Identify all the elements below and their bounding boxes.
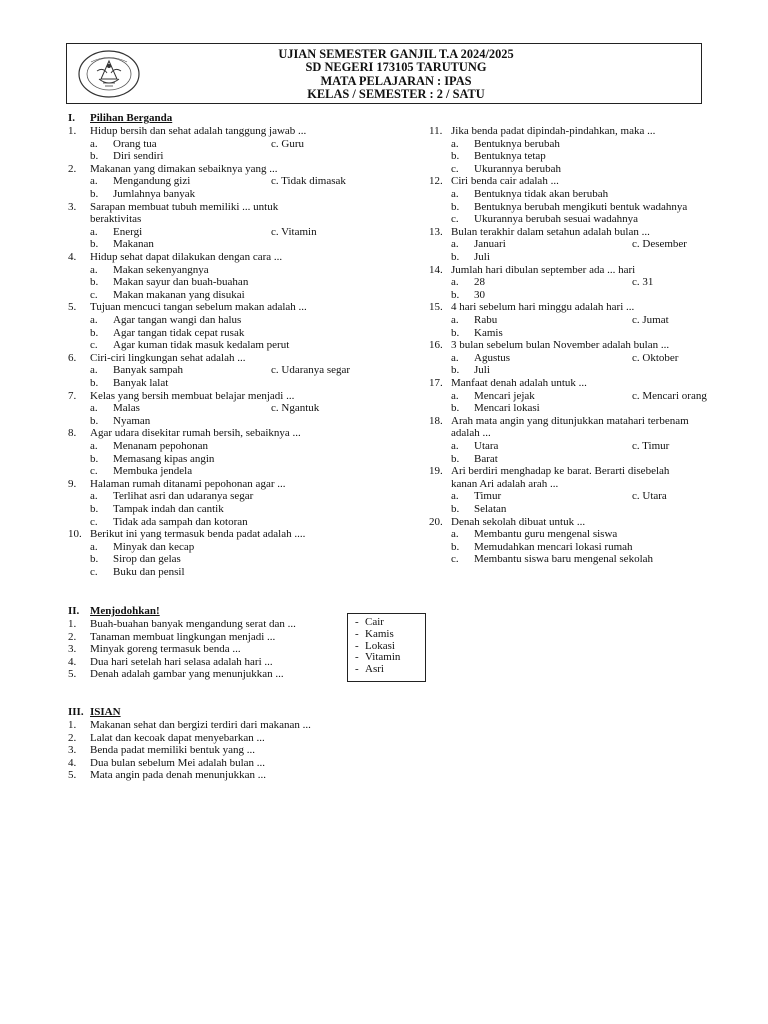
question-text: Ari berdiri menghadap ke barat. Berarti disebelah: [451, 465, 670, 478]
question-number: 12.: [429, 175, 443, 188]
option-text: Energi: [113, 225, 143, 238]
question-number: 7.: [68, 389, 77, 402]
isian-number: 2.: [68, 731, 77, 744]
question-text: 3 bulan sebelum bulan November adalah bulan ...: [451, 339, 670, 352]
option-text: Mencari jejak: [474, 389, 535, 402]
option-text: Menanam pepohonan: [113, 440, 208, 452]
option-text: Sirop dan gelas: [113, 553, 181, 566]
isian-text: Dua bulan sebelum Mei adalah bulan ...: [90, 756, 266, 769]
option-letter: a.: [90, 490, 98, 503]
question-number: 17.: [429, 377, 443, 389]
option-letter: b.: [90, 238, 99, 251]
option-text: 30: [474, 288, 485, 301]
option-text: c. Utara: [632, 490, 667, 503]
option-text: Jumlahnya banyak: [113, 188, 196, 200]
option-text: Membantu siswa baru mengenal sekolah: [474, 553, 654, 566]
option-letter: c.: [90, 515, 98, 528]
option-text: Malas: [113, 402, 140, 415]
option-text: Januari: [474, 238, 506, 251]
option-text: Membuka jendela: [113, 465, 193, 478]
option-text: Agustus: [474, 351, 511, 364]
question-number: 15.: [429, 301, 443, 314]
matching-text: Dua hari setelah hari selasa adalah hari ...: [90, 655, 273, 668]
isian-number: 1.: [68, 719, 77, 731]
option-text: Terlihat asri dan udaranya segar: [113, 490, 254, 503]
option-text: Agar tangan wangi dan halus: [113, 314, 242, 326]
question-text: 4 hari sebelum hari minggu adalah hari ...: [451, 301, 635, 314]
question-number: 10.: [68, 528, 82, 541]
question-text: Bulan terakhir dalam setahun adalah bulan ...: [451, 225, 650, 238]
option-letter: b.: [90, 150, 99, 163]
question-text: kanan Ari adalah arah ...: [451, 477, 559, 490]
option-text: Nyaman: [113, 414, 151, 427]
option-letter: b.: [90, 503, 99, 515]
option-text: Juli: [474, 364, 490, 377]
option-letter: a.: [451, 351, 459, 364]
option-letter: b.: [451, 288, 460, 301]
option-text: Timur: [474, 490, 502, 503]
matching-choice-box: [347, 613, 426, 682]
matching-text: Denah adalah gambar yang menunjukkan ...: [90, 668, 284, 681]
option-letter: c.: [451, 553, 459, 566]
option-letter: a.: [451, 440, 459, 452]
matching-number: 2.: [68, 630, 77, 643]
matching-choice: Vitamin: [365, 651, 401, 664]
question-text: Kelas yang bersih membuat belajar menjadi ...: [90, 389, 295, 402]
option-text: Makan makanan yang disukai: [113, 288, 245, 301]
question-text: Halaman rumah ditanami pepohonan agar ...: [90, 477, 286, 490]
question-number: 1.: [68, 125, 77, 137]
option-text: Bentuknya tetap: [474, 150, 546, 163]
option-text: Mencari lokasi: [474, 402, 540, 415]
option-letter: b.: [451, 251, 460, 263]
matching-number: 1.: [68, 618, 77, 630]
option-letter: a.: [90, 175, 98, 188]
isian-number: 5.: [68, 769, 77, 782]
option-letter: c.: [451, 213, 459, 226]
option-text: Utara: [474, 440, 499, 452]
question-number: 5.: [68, 301, 77, 314]
option-text: Agar tangan tidak cepat rusak: [113, 326, 245, 339]
question-number: 2.: [68, 162, 77, 175]
isian-text: Mata angin pada denah menunjukkan ...: [90, 769, 266, 782]
question-number: 8.: [68, 427, 77, 440]
question-text: Hidup bersih dan sehat adalah tanggung jawab ...: [90, 125, 307, 137]
option-letter: a.: [90, 225, 98, 238]
option-letter: c.: [90, 288, 98, 301]
option-letter: a.: [451, 238, 459, 251]
section-title: Pilihan Berganda: [90, 112, 173, 124]
question-text: Manfaat denah adalah untuk ...: [451, 377, 587, 389]
header-line1: UJIAN SEMESTER GANJIL T.A 2024/2025: [278, 47, 514, 61]
option-text: Orang tua: [113, 137, 157, 150]
option-text: Tidak ada sampah dan kotoran: [113, 515, 248, 528]
question-text: Ciri benda cair adalah ...: [451, 175, 559, 188]
option-letter: a.: [451, 490, 459, 503]
option-text: Makan sayur dan buah-buahan: [113, 276, 249, 289]
question-number: 6.: [68, 351, 77, 364]
section-number: II.: [68, 605, 80, 617]
question-text: Ciri-ciri lingkungan sehat adalah ...: [90, 351, 246, 364]
matching-text: Tanaman membuat lingkungan menjadi ...: [90, 630, 276, 643]
option-letter: a.: [451, 188, 459, 200]
option-text: c. Vitamin: [271, 225, 317, 238]
option-text: Rabu: [474, 314, 498, 326]
option-text: c. Ngantuk: [271, 402, 320, 415]
option-letter: c.: [451, 162, 459, 175]
option-letter: a.: [451, 137, 459, 150]
bullet-dash: -: [355, 663, 359, 676]
question-text: Denah sekolah dibuat untuk ...: [451, 515, 586, 528]
matching-choice: Kamis: [365, 627, 394, 640]
option-text: Juli: [474, 251, 490, 263]
option-text: c. Desember: [632, 238, 687, 251]
isian-number: 3.: [68, 744, 77, 757]
option-letter: b.: [451, 326, 460, 339]
option-text: c. Udaranya segar: [271, 364, 351, 377]
option-text: c. Mencari orang: [632, 389, 707, 402]
question-text: Berikut ini yang termasuk benda padat adalah ....: [90, 528, 306, 541]
option-letter: a.: [90, 263, 98, 276]
option-text: Barat: [474, 452, 498, 465]
option-letter: c.: [90, 465, 98, 478]
option-letter: a.: [90, 540, 98, 553]
option-text: Banyak sampah: [113, 364, 183, 377]
option-letter: b.: [451, 402, 460, 415]
question-number: 18.: [429, 414, 443, 427]
header-title: [67, 48, 701, 102]
option-text: Bentuknya berubah: [474, 137, 560, 150]
option-text: Selatan: [474, 503, 507, 515]
question-text: adalah ...: [451, 427, 491, 440]
option-letter: a.: [451, 528, 459, 541]
option-text: Ukurannya berubah: [474, 162, 562, 175]
option-letter: c.: [90, 339, 98, 352]
option-text: 28: [474, 276, 485, 289]
option-text: Memasang kipas angin: [113, 452, 215, 465]
exam-header: [66, 43, 702, 104]
question-text: Sarapan membuat tubuh memiliki ... untuk: [90, 200, 279, 213]
option-text: Agar kuman tidak masuk kedalam perut: [113, 339, 290, 352]
bullet-dash: -: [355, 616, 359, 628]
matching-number: 5.: [68, 668, 77, 681]
option-text: Memudahkan mencari lokasi rumah: [474, 540, 633, 553]
option-letter: c.: [90, 566, 98, 578]
question-text: Jika benda padat dipindah-pindahkan, maka ...: [451, 125, 656, 137]
isian-text: Benda padat memiliki bentuk yang ...: [90, 744, 255, 757]
question-text: Makanan yang dimakan sebaiknya yang ...: [90, 162, 278, 175]
option-text: Makan sekenyangnya: [113, 263, 209, 276]
question-number: 4.: [68, 251, 77, 263]
bullet-dash: -: [355, 627, 359, 640]
question-number: 11.: [429, 125, 443, 137]
option-text: c. Tidak dimasak: [271, 175, 346, 188]
option-text: Mengandung gizi: [113, 175, 191, 188]
question-number: 13.: [429, 225, 443, 238]
option-text: Tampak indah dan cantik: [113, 503, 224, 515]
option-letter: a.: [451, 389, 459, 402]
option-letter: b.: [451, 150, 460, 163]
isian-text: Lalat dan kecoak dapat menyebarkan ...: [90, 731, 265, 744]
option-letter: b.: [90, 414, 99, 427]
option-text: c. Guru: [271, 137, 304, 150]
section-title: Menjodohkan!: [90, 605, 160, 617]
option-letter: a.: [90, 402, 98, 415]
option-text: c. Timur: [632, 440, 670, 452]
question-text: Tujuan mencuci tangan sebelum makan adalah ...: [90, 301, 307, 314]
option-letter: b.: [451, 540, 460, 553]
bullet-dash: -: [355, 639, 359, 652]
option-letter: b.: [451, 364, 460, 377]
question-number: 3.: [68, 200, 77, 213]
option-text: Diri sendiri: [113, 150, 164, 163]
option-letter: b.: [90, 377, 99, 389]
option-letter: b.: [90, 553, 99, 566]
matching-choice: Lokasi: [365, 639, 395, 652]
header-line4: KELAS / SEMESTER : 2 / SATU: [307, 87, 485, 102]
option-letter: a.: [90, 364, 98, 377]
option-letter: b.: [90, 326, 99, 339]
header-line3: MATA PELAJARAN : IPAS: [320, 73, 472, 88]
option-text: Minyak dan kecap: [113, 540, 195, 553]
option-letter: b.: [90, 188, 99, 200]
option-text: Makanan: [113, 238, 154, 251]
option-letter: a.: [90, 314, 98, 326]
question-text: Jumlah hari dibulan september ada ... hari: [451, 263, 636, 276]
option-letter: b.: [90, 452, 99, 465]
option-text: Banyak lalat: [113, 377, 169, 389]
option-text: Bentuknya berubah mengikuti bentuk wadahnya: [474, 200, 688, 213]
section-title: ISIAN: [90, 706, 121, 718]
question-number: 9.: [68, 477, 77, 490]
isian-text: Makanan sehat dan bergizi terdiri dari makanan ...: [90, 719, 311, 731]
option-text: c. 31: [632, 276, 654, 289]
option-letter: b.: [90, 276, 99, 289]
option-text: Kamis: [474, 326, 503, 339]
matching-text: Minyak goreng termasuk benda ...: [90, 643, 241, 656]
option-letter: b.: [451, 452, 460, 465]
section-number: I.: [68, 112, 76, 124]
option-text: Buku dan pensil: [113, 566, 185, 578]
header-line2: SD NEGERI 173105 TARUTUNG: [305, 60, 487, 75]
question-text: Hidup sehat dapat dilakukan dengan cara ...: [90, 251, 283, 263]
option-text: Ukurannya berubah sesuai wadahnya: [474, 213, 639, 226]
option-letter: a.: [451, 314, 459, 326]
option-text: c. Jumat: [632, 314, 669, 326]
option-text: Membantu guru mengenal siswa: [474, 528, 618, 541]
isian-number: 4.: [68, 756, 77, 769]
option-text: Bentuknya tidak akan berubah: [474, 188, 609, 200]
matching-choice: Cair: [365, 616, 384, 628]
question-number: 14.: [429, 263, 443, 276]
bullet-dash: -: [355, 651, 359, 664]
question-number: 19.: [429, 465, 443, 478]
question-text: Agar udara disekitar rumah bersih, sebaiknya ...: [90, 427, 301, 440]
section-number: III.: [68, 706, 84, 718]
matching-number: 4.: [68, 655, 77, 668]
question-text: Arah mata angin yang ditunjukkan matahari terbenam: [451, 414, 689, 427]
option-letter: b.: [451, 503, 460, 515]
question-number: 16.: [429, 339, 443, 352]
matching-text: Buah-buahan banyak mengandung serat dan ...: [90, 618, 296, 630]
option-letter: a.: [90, 137, 98, 150]
question-number: 20.: [429, 515, 443, 528]
option-letter: b.: [451, 200, 460, 213]
option-letter: a.: [90, 440, 98, 452]
option-text: c. Oktober: [632, 351, 679, 364]
matching-choice: Asri: [365, 663, 384, 676]
option-letter: a.: [451, 276, 459, 289]
question-text: beraktivitas: [90, 213, 142, 226]
matching-number: 3.: [68, 643, 77, 656]
